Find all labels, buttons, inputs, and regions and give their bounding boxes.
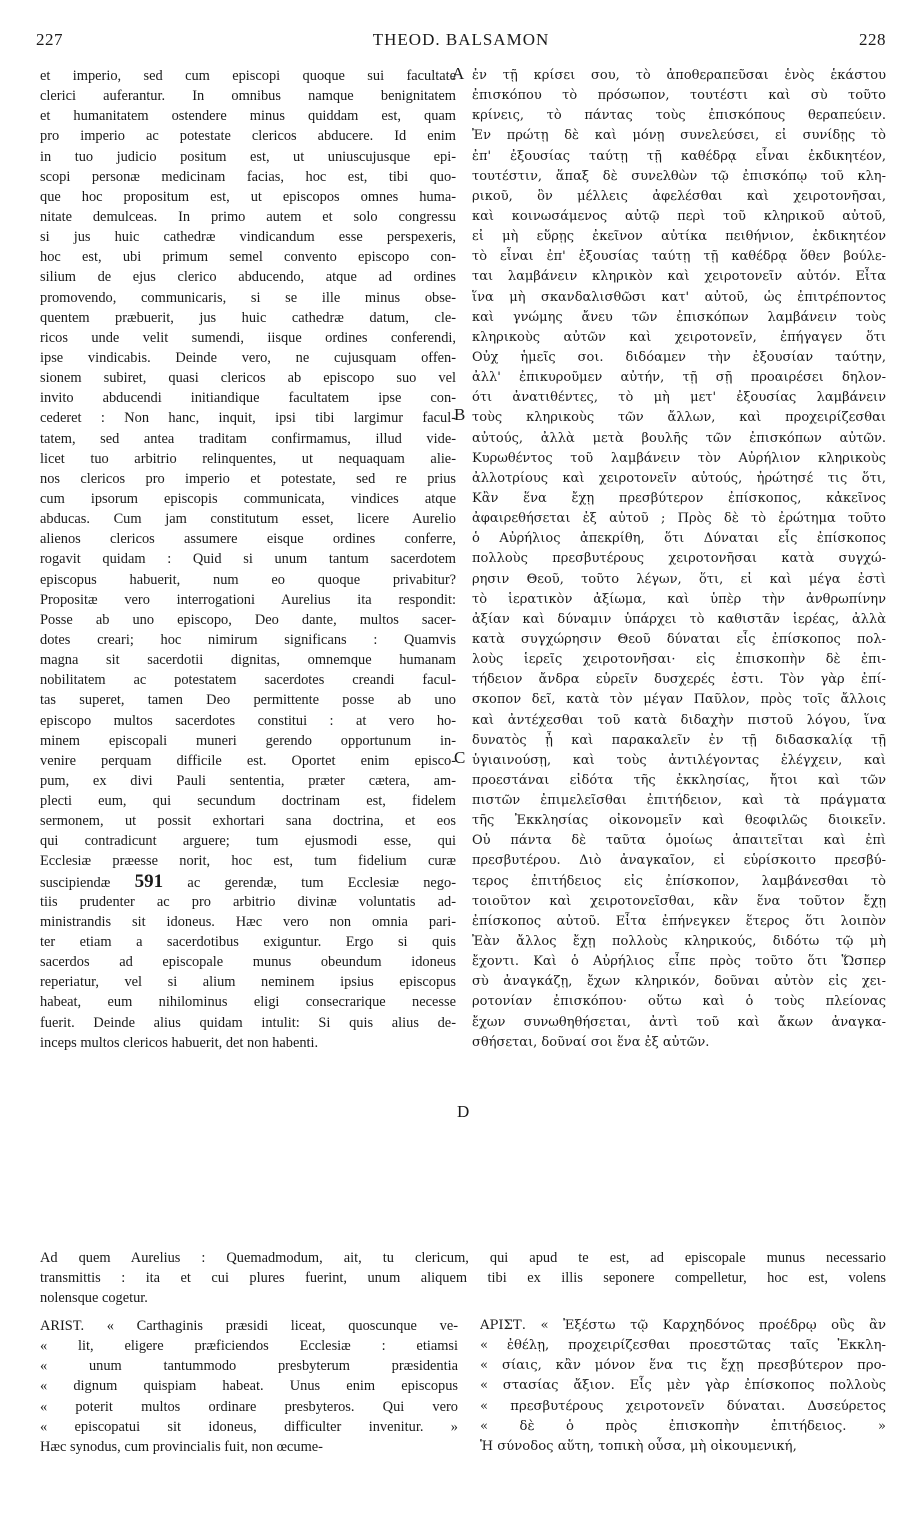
latin-line: tas superet, tamen Deo permittente posse ab uno [40,692,456,709]
greek-line: ἐν τῇ κρίσει σου, τὸ ἀποθεραπεῦσαι ἑνὸς ἑκάστου [472,68,886,83]
greek-line: ἐπ' ἐξουσίας ταύτῃ τῇ καθέδρᾳ εἶναι ἐκδικητέον, [472,148,886,164]
latin-line: dotes creari; hoc nimirum significans : Quamvis [40,631,456,648]
greek-line: κρίνεις, τὸ πάντας τοὺς ἐπισκόπους θεραπεύειν. [472,108,886,124]
greek-line: τοιοῦτον καὶ χειροτονεῖσθαι, κἂν ἕνα τοῦτον ἔχῃ [472,893,886,909]
latin-line: sacerdos ad episcopale munus obeundum idoneus [40,954,456,971]
arist-latin-line: « episcopatui sit idoneus, difficulter invenitur. » [40,1418,458,1435]
arist-greek-line: « δὲ ὁ πρὸς ἐπισκοπὴν ἐπιτήδειος. » [480,1418,886,1434]
greek-line: ρησιν Θεοῦ, τοῦτο λέγων, ὅτι, εἰ καὶ μέγα ἐστὶ [472,571,886,587]
arist-latin-line: « poterit multos ordinare presbyteros. Qui vero [40,1398,458,1415]
greek-line: ἐπίσκοπος αὐτοῦ. Εἶτα ἐπήνεγκεν ἕτερος ὅτι λοιπὸν [472,913,886,929]
greek-line: καὶ ἀντέχεσθαι τοῦ κατὰ διδαχὴν πιστοῦ λόγου, ἵνα [472,712,886,728]
greek-line: ἵνα μὴ σκανδαλισθῶσι κατ' αὐτοῦ, ὡς ἐπιτρέποντος [472,289,886,305]
greek-line: Οὐ πάντα δὲ ταῦτα ὁμοίως ἀπαιτεῖται καὶ ἐπὶ [472,833,886,849]
greek-line: Κἂν ἕνα ἔχῃ πρεσβύτερον ἐπίσκοπος, κἀκεῖνος [472,490,886,506]
greek-line: ότι ἀνατιθέντες, τὸ μὴ μετ' ἐξουσίας λαμβάνειν [472,390,886,406]
greek-line: ὁ Αὐρήλιος ἀπεκρίθη, ὅτι Δύναται εἷς ἐπίσκοπος [472,531,886,547]
arist-greek-line: ΑΡΙΣΤ. « Ἐξέστω τῷ Καρχηδόνος προέδρῳ οὓς ἂν [480,1318,886,1333]
latin-line: habeat, eum nihilominus eligi consecrarique necesse [40,994,456,1011]
latin-line: plecti eum, qui secundum doctrinam est, fidelem [40,793,456,810]
latin-line: episcopus habuerit, num eo quoque privabitur? [40,571,456,588]
margin-letter-c: C [454,748,466,767]
latin-line: ricos unde velit sumendi, iisque ordines conferendi, [40,329,456,346]
latin-line: nitate demulceas. In primo autem et solo congressu [40,208,456,225]
latin-line: si jus huic cathedræ vindicandum esse perspexeris, [40,229,456,246]
latin-line: et imperio, sed cum episcopi quoque sui facultate [40,68,456,84]
full-width-line: transmittis : ita et cui plures fuerint, unum aliquem tibi ex illis seponere compelletur, hoc est, volens [40,1270,886,1287]
arist-latin-line: ARIST. « Carthaginis præsidi liceat, quoscunque ve- [40,1318,458,1334]
arist-greek-column [480,1314,886,1455]
greek-line: αὐτούς, ἀλλὰ μετὰ βουλῆς τῶν ἐπισκόπων αὐτῶν. [472,430,886,446]
greek-line: ρικοῦ, ὃν μέλλεις ἀφελέσθαι καὶ χειροτονῆσαι, [472,188,886,204]
greek-line: Οὐχ ἡμεῖς σοι. διδόαμεν τὴν ἐξουσίαν ταύτην, [472,349,886,365]
latin-line: hoc est, ubi primum semel convento episcopo con- [40,249,456,266]
greek-column [472,66,886,1053]
latin-line: in tuo judicio positum est, ut uniuscujusque epi- [40,148,456,165]
latin-line: venire perquam difficile est. Oportet enim episco- [40,752,456,769]
greek-line: ἀφαιρεθήσεται ἐξ αὐτοῦ ; Πρὸς δὲ τὸ ἐρώτημα τοῦτο [472,511,886,527]
page-header [36,30,886,60]
latin-line: sionem subiret, quasi clericos ab episcopo suo vel [40,370,456,387]
greek-line: τὸ ἱερατικὸν ἀξίωμα, καὶ ὑπὲρ τὴν ἀνθρωπίνην [472,591,886,607]
latin-line: scopi personæ medicinam facias, hoc est, tibi quo- [40,168,456,185]
latin-line: alienos clericos assumere eisque ordines conferre, [40,531,456,548]
latin-line: suscipiendæ 591 ac gerendæ, tum Ecclesiæ nego- [40,871,456,892]
latin-line: abducas. Cum jam constitutum esset, licere Aurelio [40,511,456,528]
latin-line: tiis prudenter ac pro arbitrio divinæ voluntatis ad- [40,893,456,910]
latin-line: inceps multos clericos habuerit, det non habenti. [40,1034,319,1051]
latin-line: silium de ejus clerico abducendo, atque ad ordines [40,269,456,286]
full-width-line: Ad quem Aurelius : Quemadmodum, ait, tu clericum, qui apud te est, ad episcopale munus necessario [40,1250,886,1266]
greek-line: ἀλλ' ἐπικυροῦμεν αὐτήν, τῇ σῇ προαιρέσει δηλον- [472,370,886,386]
greek-line: τουτέστιν, ἅπαξ δὲ συνελθὼν τῷ ἐπισκόπῳ τοῦ κλη- [472,168,886,184]
arist-latin-column [40,1314,458,1455]
arist-greek-line: Ἡ σύνοδος αὕτη, τοπικὴ οὖσα, μὴ οἰκουμενική, [480,1438,797,1454]
latin-line: rogavit quidam : Quid si unum tantum sacerdotem [40,551,456,568]
margin-letter-b: B [454,405,466,424]
arist-greek-line: « σίαις, κἂν μόνον ἕνα τις ἔχῃ πρεσβύτερον προ- [480,1358,886,1374]
greek-line: καὶ κοινωσάμενος αὐτῷ περὶ τοῦ κληρικοῦ αὐτοῦ, [472,208,886,224]
latin-line: Propositæ vero interrogationi Aurelius ita respondit: [40,591,456,608]
full-width-line: nolensque cogetur. [40,1290,148,1307]
latin-line: licet tuo arbitrio relinquentes, ut nequaquam alie- [40,450,456,467]
arist-greek-line: « στασίας ἄξιον. Εἷς μὲν γὰρ ἐπίσκοπος πολλοὺς [480,1378,886,1394]
latin-column [40,66,456,1053]
latin-line: reperiatur, vel si alium neminem ipsius episcopus [40,974,456,991]
latin-line: ministrandis sit idoneus. Hæc vero non omnia pari- [40,913,456,930]
greek-line: ἀξίαν καὶ δύναμιν ὑπάρχει τὸ καθιστᾶν ἱερέας, ἀλλὰ [472,611,886,627]
greek-line: Κυρωθέντος τοῦ λαμβάνειν τὸν Αὐρήλιον κληρικοὺς [472,450,886,466]
latin-line: nobilitatem ac potestatem sacerdotes creandi facul- [40,672,456,689]
latin-line: clerici auferantur. In omnibus namque benignitatem [40,88,456,105]
page-number-left: 227 [36,30,63,49]
latin-line: nos clericos pro imperio et potestate, sed re prius [40,470,456,487]
latin-line: promovendo, communicaris, si se ille minus obse- [40,289,456,306]
margin-letter-d: D [457,1102,470,1121]
greek-line: τήδειον ἄνδρα εὑρεῖν δυσχερές ἐστι. Τὸν γὰρ ἐπί- [472,672,886,688]
greek-line: ἀλλοτρίους καὶ χειροτονεῖν αὐτούς, ἠρώτησέ τις ὅτι, [472,470,886,486]
greek-line: σκοπον δεῖ, κατὰ τὸν μέγαν Παῦλον, πρὸς τοῖς ἄλλοις [472,692,886,708]
arist-latin-line: Hæc synodus, cum provincialis fuit, non œcume- [40,1438,323,1455]
greek-line: ὑγιαινούσῃ, καὶ τοὺς ἀντιλέγοντας ἐλέγχειν, καὶ [472,752,886,768]
latin-line: et humanitatem ostendere minus quiddam est, quam [40,108,456,125]
latin-line: magna sit sacerdotii dignitas, omnemque humanam [40,652,456,669]
greek-line: τοὺς κληρικοὺς τῶν ἄλλων, καὶ προχειρίζεσθαι [472,410,886,426]
arist-greek-line: « πρεσβυτέρους χειροτονεῖν δύναται. Δυσεύρετος [480,1398,886,1414]
margin-letter-a: A [452,64,465,83]
greek-line: ἔχων συνωθηθήσεται, ἀντὶ τοῦ καὶ ἄκων ἀναγκα- [472,1014,886,1030]
latin-line: pum, ex divi Pauli sententia, præter cætera, am- [40,772,456,789]
greek-line: Ἐὰν ἄλλος ἔχῃ πολλοὺς κληρικούς, διδότω τῷ μὴ [472,934,886,950]
greek-line: τερος ἐπιτήδειος εἰς ἐπίσκοπον, λαμβάνεσθαι τὸ [472,873,886,889]
full-width-text [40,1248,886,1308]
greek-line: εἰ μὴ εὕρῃς ἐκεῖνον αὐτίκα πειθήνιον, ἐκδικητέον [472,229,886,245]
greek-line: Ἐν πρώτῃ δὲ καὶ μόνῃ συνελεύσει, εἰ συνίδῃς τὸ [472,128,886,144]
greek-line: σὺ ἀναγκάζῃ, ἔχων κληρικόν, δοῦναι αὐτὸν εἰς χει- [472,974,886,990]
greek-line: δυνατὸς ᾖ καὶ παρακαλεῖν ἐν τῇ διδασκαλίᾳ τῇ [472,732,886,748]
page-number-right: 228 [859,30,886,49]
greek-line: ἔχοντι. Καὶ ὁ Αὐρήλιος εἶπε πρὸς τοῦτο ὅτι Ὥσπερ [472,954,886,970]
greek-line: τῆς Ἐκκλησίας οἰκονομεῖν καὶ θεοφιλῶς διοικεῖν. [472,813,886,829]
latin-line: minem episcopali muneri gerendo opportunum in- [40,732,456,749]
latin-line: tatem, sed antea traditam confirmamus, illud vide- [40,430,456,447]
latin-line: episcopo multos sacerdotes constitui : at vero ho- [40,712,456,729]
latin-line: que hoc propositum est, ut episcopos omnes huma- [40,188,456,205]
greek-line: σθήσεται, δοῦναί σοι ἕνα ἐξ αὐτῶν. [472,1034,710,1050]
greek-line: καὶ γνώμης ἄνευ τῶν ἐπισκόπων λαμβάνειν τοὺς [472,309,886,325]
latin-line: cum ipsorum episcopis communicata, vindices atque [40,490,456,507]
arist-latin-line: « lit, eligere præficiendos Ecclesiæ : etiamsi [40,1338,458,1355]
running-title: THEOD. BALSAMON [372,30,550,49]
latin-line: cederet : Non hanc, inquit, ipsi tibi largimur facul- [40,410,456,427]
arist-latin-line: « unum tantummodo presbyterum præsidentia [40,1358,458,1375]
greek-line: ται λαμβάνειν κληρικὸν καὶ χειροτονεῖν αὐτόν. Εἶτα [472,269,886,285]
greek-line: ροτονίαν ἐπισκόπου· οὕτω καὶ ὁ τοὺς πλείονας [472,994,886,1010]
greek-line: κληρικοὺς αὐτῶν καὶ χειροτονεῖν, ἐπήγαγεν ὅτι [472,329,886,345]
greek-line: κατὰ συγχώρησιν Θεοῦ δύναται εἷς ἐπίσκοπος πολ- [472,631,886,647]
greek-line: τὸ εἶναι ἐπ' ἐξουσίας ταύτῃ τῇ καθέδρᾳ ὅθεν βούλε- [472,249,886,265]
latin-line: qui contradicunt arguere; tum ejusmodi esse, qui [40,833,456,850]
latin-line: invito abducendi initiandique facultatem ipse con- [40,390,456,407]
latin-line: Ecclesiæ præesse norit, hoc est, tum fidelium curæ [40,853,456,870]
greek-line: προεστάναι εἰδότα τῆς ἐκκλησίας, ἤτοι καὶ τῶν [472,772,886,788]
arist-latin-line: « dignum quispiam habeat. Unus enim episcopus [40,1378,458,1395]
latin-line: fuerit. Deinde alius quidam intulit: Si quis alius de- [40,1014,456,1031]
page-number-mark: 591 [134,871,164,892]
latin-line: ter etiam a sacerdotibus exiguntur. Ergo si quis [40,934,456,951]
latin-line: quentem præbuerit, jus huic cathedræ datum, cle- [40,309,456,326]
latin-line: Posse ab uno episcopo, Deo dante, multos sacer- [40,611,456,628]
greek-line: λοὺς ἱερεῖς χειροτονῆσαι· εἰς ἐπισκοπὴν δὲ ἐπι- [472,652,886,668]
arist-greek-line: « ἐθέλῃ, προχειρίζεσθαι προεστῶτας ταῖς Ἐκκλη- [480,1338,886,1354]
latin-line: sermonem, ut possit exhortari sana doctrina, et eos [40,813,456,830]
greek-line: ἐπισκόπου τὸ πρόσωπον, τουτέστι καὶ σὺ τοῦτο [472,88,886,104]
greek-line: πρεσβυτέρου. Διὸ ἀναγκαῖον, εἰ εὑρίσκοιτο πρεσβύ- [472,853,886,869]
latin-line: ipse vindicabis. Deinde vero, ne cujusquam offen- [40,349,456,366]
greek-line: πολλοὺς πρεσβυτέρους χειροτονῆσαι κατὰ συγχώ- [472,551,886,567]
latin-line: pro imperio ac potestate clericos abducere. Id enim [40,128,456,145]
greek-line: πιστῶν ἐπιμελεῖσθαι ἐπιτήδειον, καὶ τὰ πράγματα [472,793,886,809]
